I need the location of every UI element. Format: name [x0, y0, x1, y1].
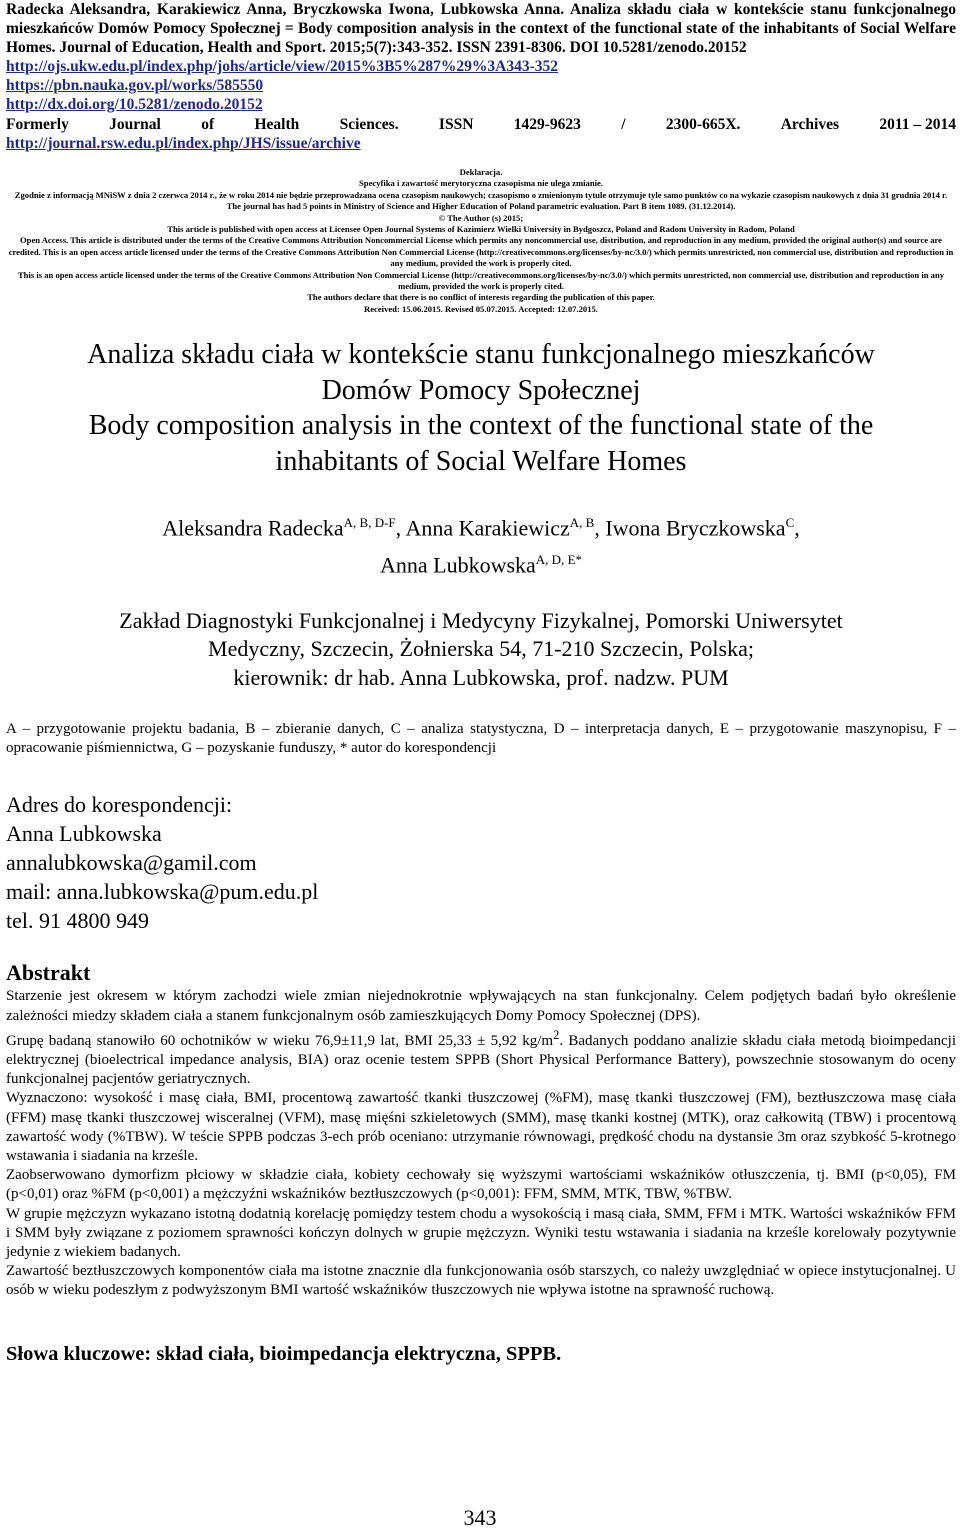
- ojs-link[interactable]: http://ojs.ukw.edu.pl/index.php/johs/article/view/2015%3B5%287%29%3A343-352: [6, 58, 559, 75]
- journal-word: 1429-9623: [513, 116, 581, 133]
- journal-word: 2300-665X.: [665, 116, 741, 133]
- copyright-line: © The Author (s) 2015;: [438, 212, 524, 223]
- affiliation: [6, 607, 956, 693]
- journal-word: /: [621, 116, 626, 133]
- abstract-heading: Abstrakt: [6, 960, 91, 986]
- open-access-notice: Open Access. This article is distributed under the terms of the Creative Commons Attribution Noncommercial License which permits any noncommercial use, distribution, and reproduction in any medium, provided the original author(s) and source are credited. This is an open access article licensed under the terms of the Creative Commons Attribution Non Commercial License (http://creativecommons.org/licenses/by-nc/3.0/) which permits unrestricted, non commercial use, distribution and reproduction in any medium, provided the work is properly cited.: [8, 235, 954, 269]
- author-name: Anna Karakiewicz: [405, 515, 570, 541]
- author-roles: A, B: [569, 515, 595, 531]
- abstract-paragraph: Zawartość beztłuszczowych komponentów ciała ma istotne znacznie dla funkcjonowania osób starszych, co należy uwzględniać w opiece instytucjonalnej. U osób w wieku podeszłym z podwyższonym BMI wartość wskaźników tłuszczowych nie wpływa istotne na sprawność ruchową.: [6, 1263, 956, 1299]
- author-separator: ,: [594, 515, 606, 541]
- journal-word: ISSN: [438, 116, 474, 133]
- citation-text: Radecka Aleksandra, Karakiewicz Anna, Bryczkowska Iwona, Lubkowska Anna. Analiza składu ciała w kontekście stanu funkcjonalnego mieszkańców Domów Pomocy Społecznej = Body composition analysis in the context of the functional state of the inhabitants of Social Welfare Homes. Journal of Education, Health and Sport. 2015;5(7):343-352. ISSN 2391-8306. DOI 10.5281/zenodo.20152: [6, 1, 956, 56]
- pbn-link[interactable]: https://pbn.nauka.gov.pl/works/585550: [6, 77, 264, 94]
- abstract-body: [6, 987, 956, 1300]
- license-notice: This is an open access article licensed under the terms of the Creative Commons Attribution Non Commercial License (http://creativecommons.org/licenses/by-nc/3.0/) which permits unrestricted, non commercial use, distribution and reproduction in any medium, provided the work is properly cited.: [17, 269, 945, 292]
- doi-link[interactable]: http://dx.doi.org/10.5281/zenodo.20152: [6, 96, 263, 113]
- journal-word: Sciences.: [339, 116, 399, 133]
- abstract-text: Grupę badaną stanowiło 60 ochotników w wieku 76,9±11,9 lat, BMI 25,33 ± 5,92 kg/m: [6, 1032, 554, 1049]
- author-name: Anna Lubkowska: [379, 551, 536, 577]
- title-en-line1: Body composition analysis in the context of the functional state of the: [88, 410, 874, 442]
- journal-word: of: [201, 116, 215, 133]
- abstract-text: . Badanych poddano analizie składu ciała metodą bioimpedancji elektrycznej (bioelectrical impedance analysis, BIA) oraz ocenie testem SPPB (Short Physical Performance Battery), powszechnie stosowanym do oceny funkcjonalnej pacjentów geriatrycznych.: [6, 1032, 956, 1088]
- journal-word: Journal: [109, 116, 161, 133]
- abstract-paragraph: W grupie mężczyzn wykazano istotną dodatnią korelację pomiędzy testem chodu a wysokością i masą ciała, SMM, FFM i MTK. Wartości wskaźników FFM i SMM były związane z poziomem sprawności kończyn dolnych w grupie mężczyzn. Wyniki testu wstawania i siadania na krześle korelowały pozytywnie jedynie z wiekiem badanych.: [6, 1205, 956, 1261]
- author-roles: C: [785, 515, 795, 531]
- declaration-line: Specyfika i zawartość merytoryczna czasopisma nie ulega zmianie.: [359, 178, 603, 189]
- abstract-paragraph: Starzenie jest okresem w którym zachodzi wiele zmian niejednokrotnie wpływających na stan funkcjonalny. Celem podjętych badań było określenie zależności miedzy składem ciała a stanem funkcjonalnym osób zamieszkujących Domy Pomocy Społecznej (DPS).: [6, 988, 956, 1024]
- article-title: [6, 337, 956, 479]
- page-number: 343: [463, 1505, 497, 1530]
- abstract-paragraph: Wyznaczono: wysokość i masę ciała, BMI, procentową zawartość tkanki tłuszczowej (%FM), masę tkanki tłuszczowej (FM), beztłuszczowa masę ciała (FFM) masę tkanki tłuszczowej wisceralnej (VFM), masę mięśni szkieletowych (SMM), masę tkanki kostnej (MTK), oraz całkowitą (TBW) i procentową zawartość wody (%TBW). W teście SPPB podczas 3-ech prób oceniano: utrzymanie równowagi, prędkość chodu na dystansie 3m oraz szybkość 5-krotnego wstawania i siadania na krześle.: [6, 1090, 956, 1165]
- correspondence-email: annalubkowska@gamil.com: [6, 850, 257, 876]
- author-roles: A, B, D-F: [343, 515, 396, 531]
- keywords: Słowa kluczowe: skład ciała, bioimpedancja elektryczna, SPPB.: [6, 1342, 562, 1365]
- correspondence-phone: tel. 91 4800 949: [6, 908, 149, 934]
- dates-line: Received: 15.06.2015. Revised 05.07.2015. Accepted: 12.07.2015.: [364, 303, 598, 314]
- roles-legend: A – przygotowanie projektu badania, B – zbieranie danych, C – analiza statystyczna, D – interpretacja danych, E – przygotowanie maszynopisu, F – opracowanie piśmiennictwa, G – pozyskanie funduszy, * autor do korespondencji: [6, 721, 956, 757]
- declaration-block: [6, 167, 956, 315]
- authors-list: [6, 507, 956, 580]
- correspondence-name: Anna Lubkowska: [6, 821, 162, 847]
- declaration-line: The journal has had 5 points in Ministry of Science and Higher Education of Poland parametric evaluation. Part B item 1089. (31.12.2014).: [226, 201, 736, 212]
- declaration-line: Zgodnie z informacją MNiSW z dnia 2 czerwca 2014 r., że w roku 2014 nie będzie przeprowadzana ocena czasopism naukowych; czasopismo o zmienionym tytule otrzymuje tyle samo punktów co na wykazie czasopism naukowych z dnia 31 grudnia 2014 r.: [14, 189, 948, 200]
- author-separator: ,: [395, 515, 406, 541]
- journal-word: 2011 – 2014: [879, 116, 956, 133]
- title-pl-line2: Domów Pomocy Społecznej: [321, 374, 641, 406]
- author-roles: A, D, E*: [535, 551, 583, 567]
- superscript: 2: [553, 1027, 560, 1042]
- citation-header: [6, 0, 956, 153]
- author-name: Iwona Bryczkowska: [605, 515, 786, 541]
- former-journal-line: [6, 115, 956, 134]
- affiliation-line: Zakład Diagnostyki Funkcjonalnej i Medycyny Fizykalnej, Pomorski Uniwersytet: [119, 607, 843, 633]
- correspondence-block: [6, 790, 956, 935]
- declaration-line: This article is published with open access at Licensee Open Journal Systems of Kazimierz Wielki University in Bydgoszcz, Poland and Radom University in Radom, Poland: [167, 224, 795, 235]
- affiliation-line: Medyczny, Szczecin, Żołnierska 54, 71-210 Szczecin, Polska;: [208, 636, 754, 662]
- title-en-line2: inhabitants of Social Welfare Homes: [275, 445, 687, 477]
- abstract-paragraph: [6, 1026, 956, 1090]
- conflict-statement: The authors declare that there is no conflict of interests regarding the publication of this paper.: [307, 292, 655, 303]
- journal-word: Formerly: [6, 116, 69, 133]
- affiliation-line: kierownik: dr hab. Anna Lubkowska, prof. nadzw. PUM: [233, 664, 729, 690]
- declaration-heading: Deklaracja.: [459, 167, 503, 177]
- article-page: [6, 0, 956, 1367]
- abstract-paragraph: Zaobserwowano dymorfizm płciowy w składzie ciała, kobiety cechowały się wyższymi wartościami wskaźników otłuszczenia, tj. BMI (p<0,05), FM (p<0,01) oraz %FM (p<0,001) a mężczyźni wskaźników beztłuszczowych (p<0,001): FFM, SMM, MTK, TBW, %TBW.: [6, 1167, 956, 1203]
- journal-word: Health: [254, 116, 300, 133]
- author-separator: ,: [794, 515, 800, 541]
- title-pl-line1: Analiza składu ciała w kontekście stanu funkcjonalnego mieszkańców: [87, 339, 875, 371]
- author-name: Aleksandra Radecka: [162, 515, 344, 541]
- correspondence-heading: Adres do korespondencji:: [6, 792, 233, 818]
- journal-word: Archives: [780, 116, 839, 133]
- correspondence-email: mail: anna.lubkowska@pum.edu.pl: [6, 879, 319, 905]
- archive-link[interactable]: http://journal.rsw.edu.pl/index.php/JHS/issue/archive: [6, 135, 361, 152]
